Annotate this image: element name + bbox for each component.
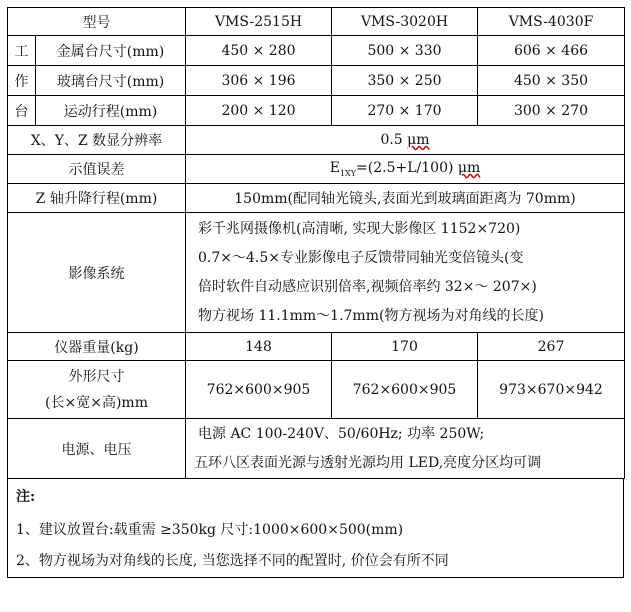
cell-value: 762×600×905 — [332, 361, 478, 419]
cell-value: 300 × 270 — [478, 96, 625, 126]
workbench-label-char: 台 — [8, 96, 36, 126]
model-name: VMS-3020H — [332, 8, 478, 36]
workbench-label-char: 作 — [8, 66, 36, 96]
dimensions-label-line: 外形尺寸 — [68, 368, 125, 385]
table-row — [8, 126, 625, 155]
row-label: X、Y、Z 数显分辨率 — [8, 126, 186, 155]
error-unit: μm — [457, 160, 481, 177]
cell-value: 170 — [332, 333, 478, 361]
table-row — [8, 155, 625, 184]
note-item: 1、建议放置台:载重需 ≥350kg 尺寸:1000×600×500(mm) — [16, 522, 404, 538]
spec-sheet — [7, 7, 624, 603]
workbench-label-char: 工 — [8, 36, 36, 66]
row-label: 影像系统 — [8, 213, 186, 333]
cell-value: 450 × 280 — [186, 36, 332, 66]
model-header-label: 型号 — [8, 8, 186, 36]
row-label: Z 轴升降行程(mm) — [8, 184, 186, 213]
table-row — [8, 419, 625, 479]
cell-value: 973×670×942 — [478, 361, 625, 419]
cell-value: 267 — [478, 333, 625, 361]
model-name: VMS-4030F — [478, 8, 625, 36]
row-label — [8, 361, 186, 419]
z-travel-value: 150mm(配同轴光镜头,表面光到玻璃面距离为 70mm) — [186, 184, 625, 213]
error-symbol: E — [329, 160, 340, 177]
cell-value: 270 × 170 — [332, 96, 478, 126]
resolution-unit: μm — [407, 132, 430, 148]
imaging-line: 彩千兆网摄像机(高清晰, 实现大影像区 1152×720) — [198, 220, 521, 237]
table-row — [8, 213, 625, 333]
table-row — [8, 361, 625, 419]
model-name: VMS-2515H — [186, 8, 332, 36]
resolution-number: 0.5 — [380, 132, 408, 148]
row-label: 运动行程(mm) — [36, 96, 186, 126]
power-value — [186, 419, 625, 479]
spec-table — [7, 7, 625, 479]
power-line: 电源 AC 100-240V、50/60Hz; 功率 250W; — [198, 425, 485, 442]
table-row — [8, 66, 625, 96]
table-row — [8, 184, 625, 213]
cell-value: 450 × 350 — [478, 66, 625, 96]
resolution-value — [186, 126, 625, 155]
cell-value: 762×600×905 — [186, 361, 332, 419]
imaging-line: 倍时软件自动感应识别倍率,视频倍率约 32×～ 207×) — [198, 278, 537, 295]
error-subscript: 1XY — [339, 168, 357, 178]
table-row — [8, 36, 625, 66]
power-line: 五环八区表面光源与透射光源均用 LED,亮度分区均可调 — [194, 454, 542, 471]
table-row — [8, 333, 625, 361]
row-label: 仪器重量(kg) — [8, 333, 186, 361]
table-header-row — [8, 8, 625, 36]
row-label: 玻璃台尺寸(mm) — [36, 66, 186, 96]
notes-title: 注: — [16, 489, 36, 505]
imaging-line: 物方视场 11.1mm～1.7mm(物方视场为对角线的长度) — [198, 307, 544, 324]
error-formula: =(2.5+L/100) — [356, 160, 458, 177]
cell-value: 350 × 250 — [332, 66, 478, 96]
row-label: 示值误差 — [8, 155, 186, 184]
dimensions-label-line: (长×宽×高)mm — [45, 394, 148, 411]
cell-value: 200 × 120 — [186, 96, 332, 126]
imaging-line: 0.7×～4.5×专业影像电子反馈带同轴光变倍镜头(变 — [198, 249, 524, 266]
cell-value: 306 × 196 — [186, 66, 332, 96]
row-label: 电源、电压 — [8, 419, 186, 479]
cell-value: 606 × 466 — [478, 36, 625, 66]
error-value — [186, 155, 625, 184]
cell-value: 500 × 330 — [332, 36, 478, 66]
notes-box — [7, 479, 624, 578]
table-row — [8, 96, 625, 126]
cell-value: 148 — [186, 333, 332, 361]
row-label: 金属台尺寸(mm) — [36, 36, 186, 66]
imaging-value — [186, 213, 625, 333]
note-item: 2、物方视场为对角线的长度, 当您选择不同的配置时, 价位会有所不同 — [16, 553, 449, 569]
